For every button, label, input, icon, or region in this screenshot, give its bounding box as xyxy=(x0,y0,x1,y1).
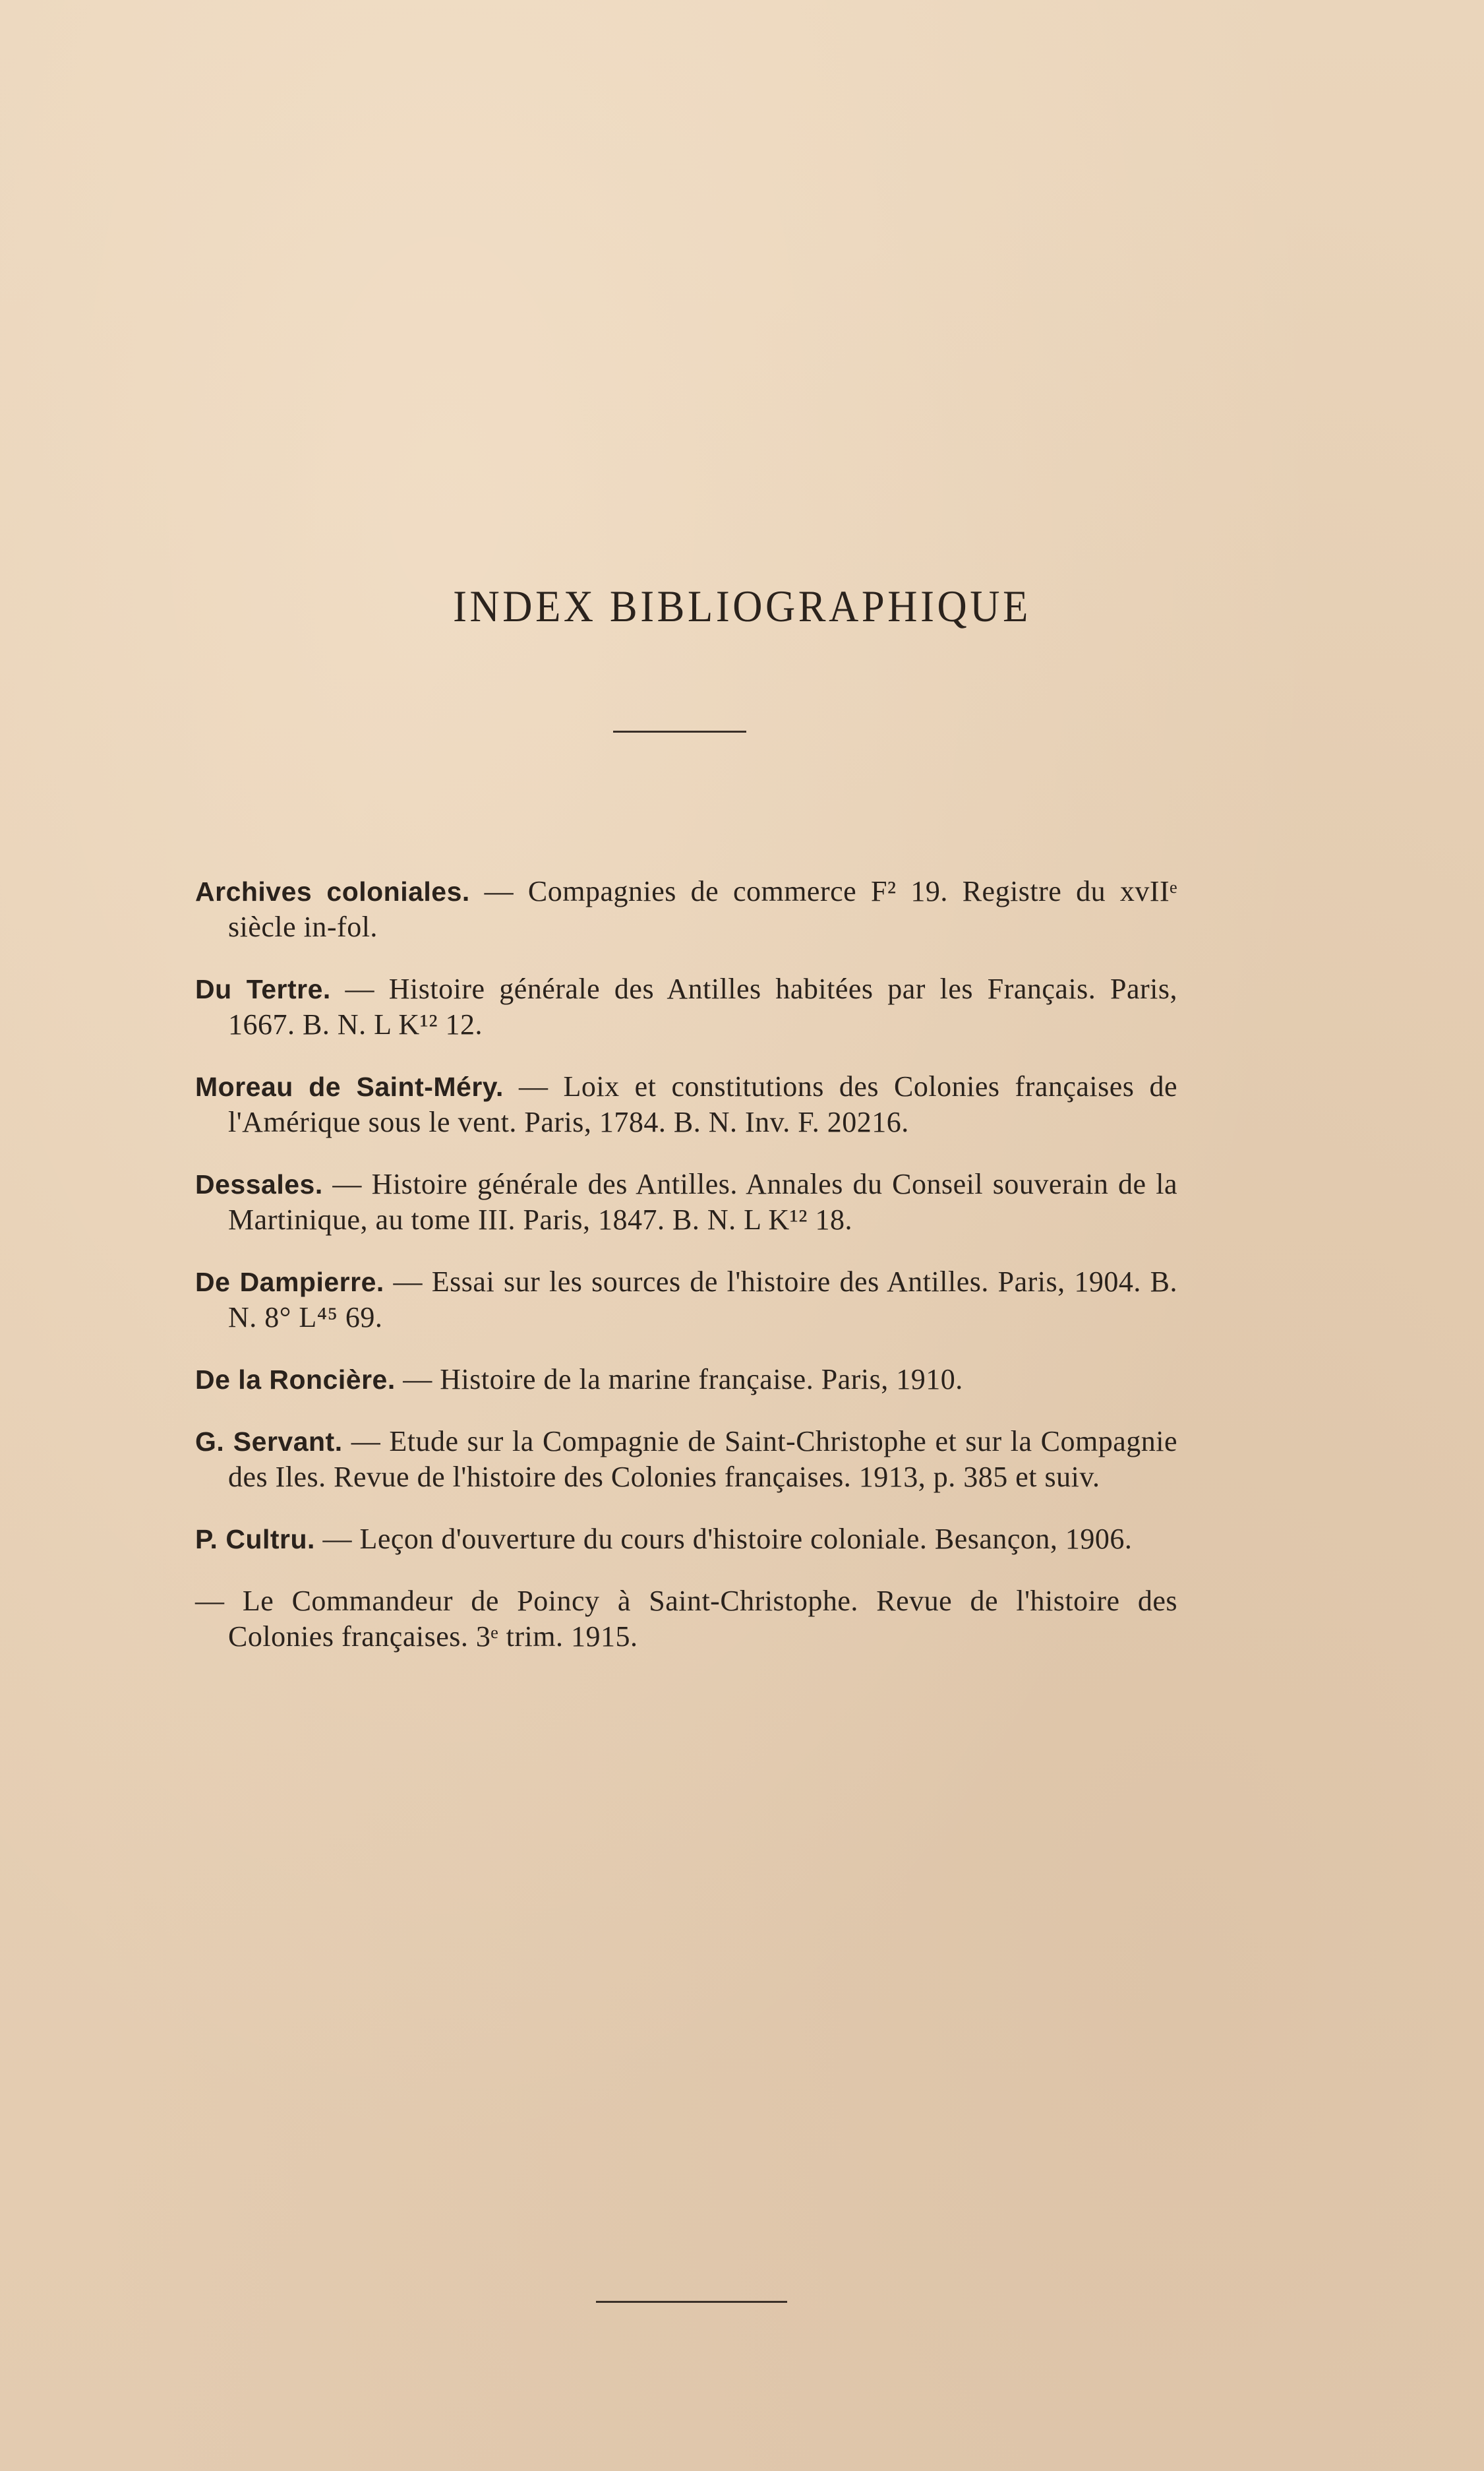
entry-text: — Histoire de la marine française. Paris, 1910. xyxy=(395,1363,963,1395)
entry-text: — Etude sur la Compagnie de Saint-Christophe et sur la Compagnie des Iles. Revue de l'histoire des Colonies françaises. 1913, p. 385 et suiv. xyxy=(228,1425,1177,1493)
bibliography-entry xyxy=(195,1521,1177,1557)
bibliography-list xyxy=(195,874,1177,1681)
bibliography-entry xyxy=(195,1264,1177,1335)
page-title: INDEX BIBLIOGRAPHIQUE xyxy=(453,581,1031,631)
entry-author: De Dampierre. xyxy=(195,1267,384,1297)
title-divider xyxy=(613,731,746,733)
entry-author: Dessales. xyxy=(195,1169,323,1200)
entry-text: — Loix et constitutions des Colonies françaises de l'Amérique sous le vent. Paris, 1784. B. N. Inv. F. 20216. xyxy=(228,1070,1177,1138)
bibliography-entry xyxy=(195,1362,1177,1397)
entry-author: Du Tertre. xyxy=(195,974,331,1004)
entry-author: Archives coloniales. xyxy=(195,876,470,907)
entry-text: — Leçon d'ouverture du cours d'histoire coloniale. Besançon, 1906. xyxy=(314,1523,1133,1555)
entry-author: Moreau de Saint-Méry. xyxy=(195,1072,504,1102)
bibliography-entry xyxy=(195,1167,1177,1238)
bibliography-entry xyxy=(195,971,1177,1043)
entry-text: — Histoire générale des Antilles. Annales du Conseil souverain de la Martinique, au tome III. Paris, 1847. B. N. L K¹² 18. xyxy=(228,1168,1177,1236)
entry-author: De la Roncière. xyxy=(195,1364,396,1395)
entry-text: — Essai sur les sources de l'histoire des Antilles. Paris, 1904. B. N. 8° L⁴⁵ 69. xyxy=(228,1266,1177,1333)
bibliography-entry xyxy=(195,1069,1177,1140)
entry-author: P. Cultru. xyxy=(195,1524,315,1554)
end-divider xyxy=(596,2301,787,2303)
entry-author: G. Servant. xyxy=(195,1426,343,1457)
bibliography-entry xyxy=(195,1583,1177,1655)
bibliography-entry xyxy=(195,874,1177,945)
entry-text: — Le Commandeur de Poincy à Saint-Christophe. Revue de l'histoire des Colonies françaises. 3ᵉ trim. 1915. xyxy=(195,1585,1177,1653)
bibliography-entry xyxy=(195,1424,1177,1495)
entry-text: — Histoire générale des Antilles habitées par les Français. Paris, 1667. B. N. L K¹² 12. xyxy=(228,973,1178,1041)
entry-text: — Compagnies de commerce F² 19. Registre du xvIIᵉ siècle in-fol. xyxy=(228,875,1177,943)
